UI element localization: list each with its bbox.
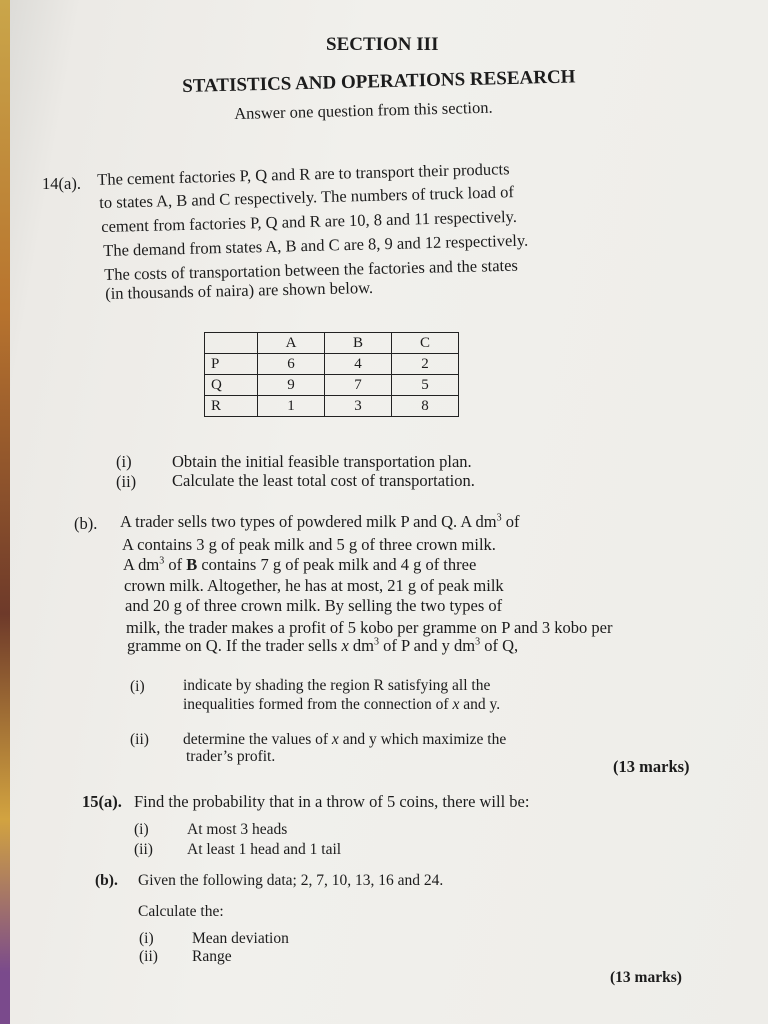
- question-line: The demand from states A, B and C are 8, 9 and 12 respectively.: [103, 230, 529, 260]
- table-cell: 1: [258, 396, 325, 417]
- question-line: and 20 g of three crown milk. By selling the two types of: [125, 596, 503, 615]
- question-line: The cement factories P, Q and R are to transport their products: [97, 159, 510, 189]
- table-cell: 9: [258, 375, 325, 396]
- part-text: determine the values of x and y which maximize the: [183, 731, 507, 748]
- question-line: (in thousands of naira) are shown below.: [105, 277, 374, 303]
- part-number: (ii): [116, 472, 137, 491]
- table-cell: 8: [392, 396, 459, 417]
- question-line: crown milk. Altogether, he has at most, 21 g of peak milk: [124, 576, 504, 595]
- part-number: (i): [130, 678, 145, 695]
- question-line: Calculate the:: [138, 903, 224, 920]
- table-cell: [205, 333, 258, 354]
- table-cell: 2: [392, 354, 459, 375]
- question-line: Find the probability that in a throw of 5 coins, there will be:: [134, 792, 530, 811]
- question-line: milk, the trader makes a profit of 5 kobo per gramme on P and 3 kobo per: [126, 618, 613, 637]
- question-line: to states A, B and C respectively. The numbers of truck load of: [99, 182, 515, 212]
- part-number: (ii): [130, 731, 149, 748]
- table-cell: 4: [325, 354, 392, 375]
- table-cell: 3: [325, 396, 392, 417]
- question-number: (b).: [95, 872, 118, 889]
- question-line: A $dm^3$ of B contains 7 g of peak milk and 4 g of three: [123, 555, 477, 574]
- part-number: (ii): [134, 841, 153, 858]
- part-text: indicate by shading the region R satisfying all the: [183, 677, 491, 694]
- table-row: [205, 354, 459, 375]
- table-header: A: [258, 333, 325, 354]
- question-number: 14(a).: [42, 174, 81, 193]
- row-label: Q: [205, 375, 258, 396]
- table-row: [205, 396, 459, 417]
- cost-table: [204, 332, 459, 417]
- question-number: (b).: [74, 514, 98, 533]
- question-line: A contains 3 g of peak milk and 5 g of three crown milk.: [122, 535, 496, 554]
- table-cell: 6: [258, 354, 325, 375]
- part-text: Range: [192, 948, 232, 965]
- row-label: R: [205, 396, 258, 417]
- table-cell: 5: [392, 375, 459, 396]
- marks-label: (13 marks): [610, 969, 682, 986]
- part-text: At least 1 head and 1 tail: [187, 841, 342, 858]
- table-row: [205, 333, 459, 354]
- question-line: A trader sells two types of powdered milk P and Q. A $dm^3$ of: [120, 512, 520, 531]
- part-number: (i): [139, 930, 154, 947]
- question-line: cement from factories P, Q and R are 10, 8 and 11 respectively.: [101, 206, 518, 236]
- table-header: B: [325, 333, 392, 354]
- question-number: 15(a).: [82, 792, 122, 811]
- part-text: Mean deviation: [192, 930, 289, 947]
- part-text: At most 3 heads: [187, 821, 288, 838]
- part-text: inequalities formed from the connection of x and y.: [183, 696, 501, 713]
- part-number: (ii): [139, 948, 158, 965]
- section-subtitle: STATISTICS AND OPERATIONS RESEARCH: [182, 66, 576, 97]
- section-title: SECTION III: [326, 34, 439, 55]
- part-text: Calculate the least total cost of transportation.: [172, 471, 475, 490]
- table-cell: 7: [325, 375, 392, 396]
- question-line: gramme on Q. If the trader sells x $dm^3$ of P and y $dm^3$ of Q,: [127, 636, 519, 655]
- marks-label: (13 marks): [613, 757, 690, 776]
- table-row: [205, 375, 459, 396]
- table-header: C: [392, 333, 459, 354]
- part-text: Obtain the initial feasible transportation plan.: [172, 452, 472, 471]
- part-number: (i): [116, 452, 132, 471]
- part-text: trader’s profit.: [186, 748, 276, 765]
- question-line: Given the following data; 2, 7, 10, 13, 16 and 24.: [138, 872, 444, 889]
- question-line: The costs of transportation between the factories and the states: [104, 255, 519, 284]
- page-edge-decoration: [0, 0, 10, 1024]
- part-number: (i): [134, 821, 149, 838]
- row-label: P: [205, 354, 258, 375]
- section-instruction: Answer one question from this section.: [234, 97, 493, 123]
